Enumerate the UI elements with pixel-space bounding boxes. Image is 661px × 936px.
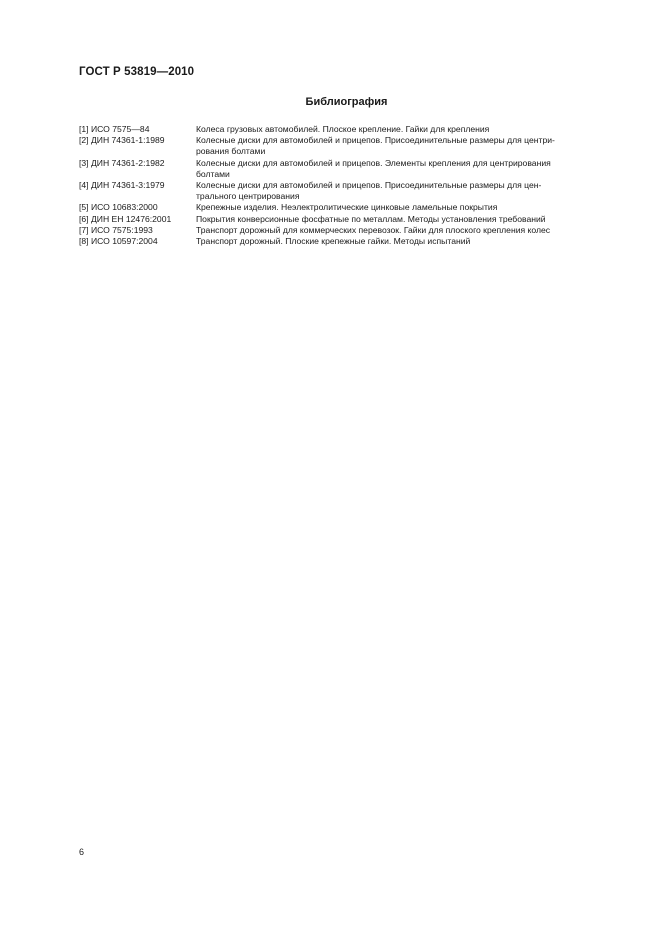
bibliography-reference: [1] ИСО 7575—84 (79, 124, 150, 134)
bibliography-reference: [5] ИСО 10683:2000 (79, 202, 158, 213)
bibliography-title-line: Крепежные изделия. Неэлектролитические цинковые ламельные покрытия (196, 202, 498, 213)
bibliography-reference: [7] ИСО 7575:1993 (79, 224, 153, 235)
page-number: 6 (79, 847, 85, 857)
bibliography-title-line: рования болтами (196, 146, 266, 157)
bibliography-entry (79, 202, 617, 213)
bibliography-title-line: Колесные диски для автомобилей и прицепов. Присоединительные размеры для цен- (196, 180, 542, 191)
document-code: ГОСТ Р 53819—2010 (79, 66, 195, 78)
bibliography-title (196, 225, 617, 236)
bibliography-entry (79, 158, 617, 180)
bibliography-title-line: трального центрирования (196, 191, 300, 202)
bibliography-reference: [2] ДИН 74361-1:1989 (79, 135, 165, 146)
bibliography-title (196, 158, 617, 180)
bibliography-title (196, 180, 617, 202)
bibliography-reference: [6] ДИН ЕН 12476:2001 (79, 213, 172, 224)
bibliography-title-line: Покрытия конверсионные фосфатные по металлам. Методы установления требований (196, 213, 546, 224)
section-title: Библиография (305, 96, 388, 108)
bibliography-entry (79, 124, 617, 135)
bibliography-reference: [8] ИСО 10597:2004 (79, 236, 158, 247)
bibliography-title-line: болтами (196, 168, 230, 179)
bibliography-entry (79, 180, 617, 202)
bibliography-title-line: Колесные диски для автомобилей и прицепов. Элементы крепления для центрирования (196, 157, 551, 168)
bibliography-entry (79, 135, 617, 157)
bibliography-title-line: Транспорт дорожный. Плоские крепежные гайки. Методы испытаний (196, 236, 471, 247)
bibliography-title (196, 236, 617, 247)
bibliography-list (79, 124, 617, 247)
bibliography-entry (79, 225, 617, 236)
bibliography-title (196, 202, 617, 213)
bibliography-title-line: Транспорт дорожный для коммерческих перевозок. Гайки для плоского крепления колес (196, 224, 551, 235)
bibliography-title-line: Колеса грузовых автомобилей. Плоское крепление. Гайки для крепления (196, 124, 490, 134)
bibliography-reference: [3] ДИН 74361-2:1982 (79, 157, 165, 168)
bibliography-entry (79, 236, 617, 247)
bibliography-title (196, 124, 617, 135)
bibliography-title (196, 214, 617, 225)
bibliography-title-line: Колесные диски для автомобилей и прицепов. Присоединительные размеры для центри- (196, 135, 555, 146)
bibliography-reference: [4] ДИН 74361-3:1979 (79, 180, 165, 191)
bibliography-title (196, 135, 617, 157)
bibliography-entry (79, 214, 617, 225)
